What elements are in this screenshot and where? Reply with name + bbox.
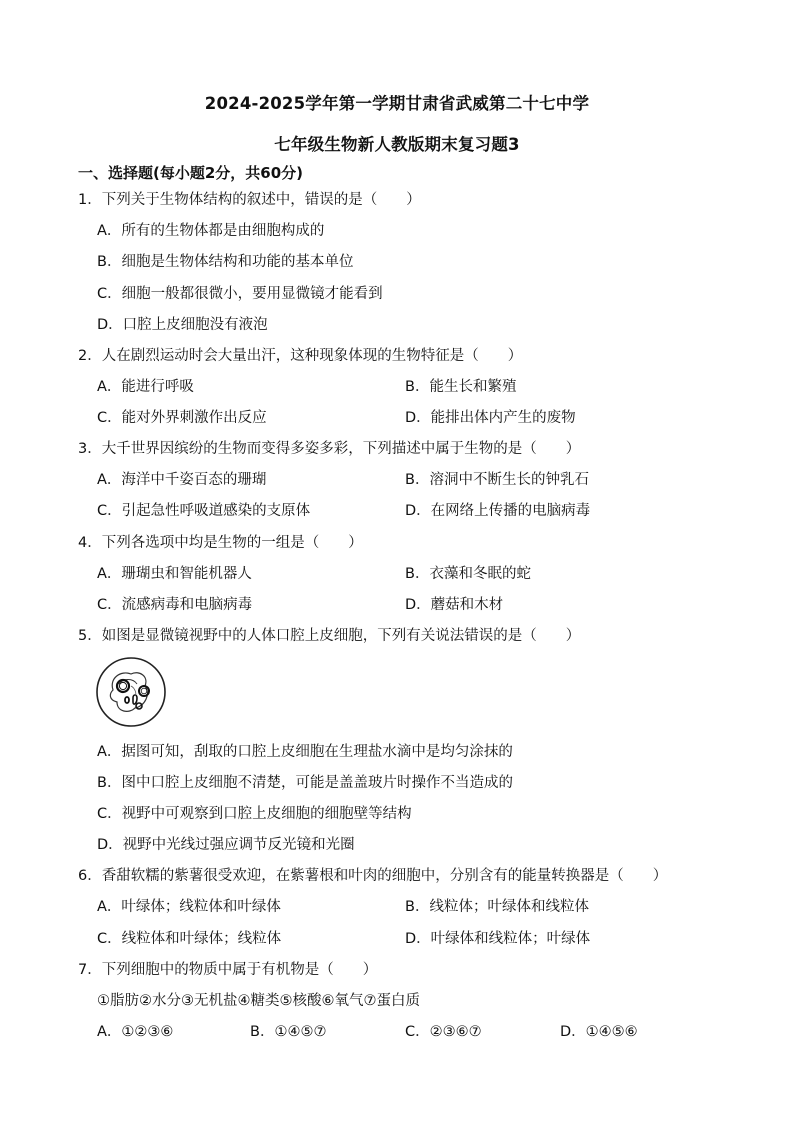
question-5-stem: 5．如图是显微镜视野中的人体口腔上皮细胞，下列有关说法错误的是（ ） <box>78 628 581 644</box>
question-6-option-c: C．线粒体和叶绿体；线粒体 <box>97 931 282 947</box>
question-4-option-d: D．蘑菇和木材 <box>405 597 504 613</box>
question-3-option-d: D．在网络上传播的电脑病毒 <box>405 503 591 519</box>
question-2-option-c: C．能对外界刺激作出反应 <box>97 410 267 426</box>
question-2-option-d: D．能排出体内产生的废物 <box>405 410 576 426</box>
question-5-option-a: A．据图可知，刮取的口腔上皮细胞在生理盐水滴中是均匀涂抹的 <box>97 744 513 760</box>
microscope-field-cells-icon <box>95 656 167 728</box>
question-6-option-d: D．叶绿体和线粒体；叶绿体 <box>405 931 591 947</box>
question-6-stem: 6．香甜软糯的紫薯很受欢迎，在紫薯根和叶肉的细胞中，分别含有的能量转换器是（ ） <box>78 868 668 884</box>
question-6-option-b: B．线粒体；叶绿体和线粒体 <box>405 899 589 915</box>
question-1-option-d: D．口腔上皮细胞没有液泡 <box>97 317 268 333</box>
exam-title: 2024-2025学年第一学期甘肃省武威第二十七中学 <box>204 94 590 113</box>
question-1-option-a: A．所有的生物体都是由细胞构成的 <box>97 223 325 239</box>
question-4-option-b: B．衣藻和冬眠的蛇 <box>405 566 531 582</box>
question-3-option-a: A．海洋中千姿百态的珊瑚 <box>97 472 267 488</box>
question-7-option-b: B．①④⑤⑦ <box>250 1024 327 1040</box>
section-heading: 一、选择题(每小题2分，共60分) <box>78 164 304 182</box>
question-3-option-c: C．引起急性呼吸道感染的支原体 <box>97 503 311 519</box>
question-2-option-b: B．能生长和繁殖 <box>405 379 517 395</box>
question-4-stem: 4．下列各选项中均是生物的一组是（ ） <box>78 535 363 551</box>
question-4-option-a: A．珊瑚虫和智能机器人 <box>97 566 252 582</box>
question-6-option-a: A．叶绿体；线粒体和叶绿体 <box>97 899 281 915</box>
question-5-option-b: B．图中口腔上皮细胞不清楚，可能是盖盖玻片时操作不当造成的 <box>97 775 513 791</box>
question-7-option-d: D．①④⑤⑥ <box>560 1024 638 1040</box>
exam-subtitle: 七年级生物新人教版期末复习题3 <box>274 135 520 154</box>
question-2-stem: 2．人在剧烈运动时会大量出汗，这种现象体现的生物特征是（ ） <box>78 348 523 364</box>
question-7-stem: 7．下列细胞中的物质中属于有机物是（ ） <box>78 962 378 978</box>
question-1-option-b: B．细胞是生物体结构和功能的基本单位 <box>97 254 354 270</box>
question-2-option-a: A．能进行呼吸 <box>97 379 194 395</box>
question-4-option-c: C．流感病毒和电脑病毒 <box>97 597 253 613</box>
question-3-option-b: B．溶洞中不断生长的钟乳石 <box>405 472 589 488</box>
question-1-option-c: C．细胞一般都很微小，要用显微镜才能看到 <box>97 286 383 302</box>
question-5-option-c: C．视野中可观察到口腔上皮细胞的细胞壁等结构 <box>97 806 412 822</box>
question-7-option-a: A．①②③⑥ <box>97 1024 174 1040</box>
question-3-stem: 3．大千世界因缤纷的生物而变得多姿多彩，下列描述中属于生物的是（ ） <box>78 441 581 457</box>
question-7-substance-list: ①脂肪②水分③无机盐④糖类⑤核酸⑥氧气⑦蛋白质 <box>97 993 420 1009</box>
question-7-option-c: C．②③⑥⑦ <box>405 1024 482 1040</box>
question-5-option-d: D．视野中光线过强应调节反光镜和光圈 <box>97 837 355 853</box>
question-1-stem: 1．下列关于生物体结构的叙述中，错误的是（ ） <box>78 192 421 208</box>
